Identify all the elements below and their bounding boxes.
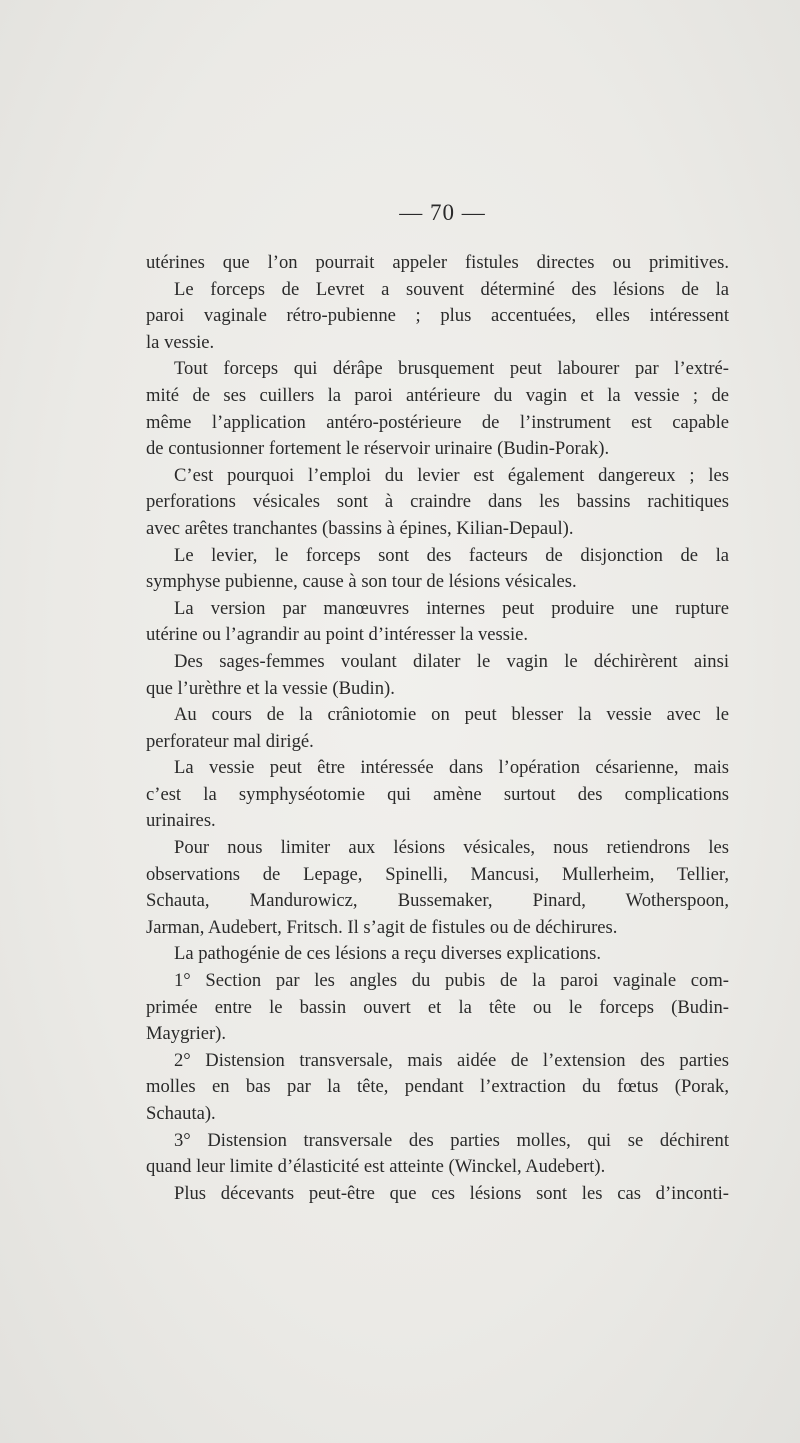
text-line: 1° Section par les angles du pubis de la paroi vaginale com- <box>174 970 729 992</box>
text-line: de contusionner fortement le réservoir urinaire (Budin-Porak). <box>146 438 610 460</box>
text-line: Le levier, le forceps sont des facteurs de disjonction de la <box>174 544 729 566</box>
text-line: Schauta). <box>146 1103 216 1124</box>
text-line: La version par manœuvres internes peut produire une rupture <box>174 597 729 619</box>
text-line: mité de ses cuillers la paroi antérieure du vagin et la vessie ; de <box>146 384 729 406</box>
text-line: Plus décevants peut-être que ces lésions sont les cas d’inconti- <box>174 1182 729 1204</box>
text-line: C’est pourquoi l’emploi du levier est également dangereux ; les <box>174 464 729 486</box>
text-line: Le forceps de Levret a souvent déterminé des lésions de la <box>174 278 729 300</box>
text-line: paroi vaginale rétro-pubienne ; plus accentuées, elles intéressent <box>146 305 729 327</box>
text-line: avec arêtes tranchantes (bassins à épines, Kilian-Depaul). <box>146 517 574 539</box>
text-line: la vessie. <box>146 331 215 353</box>
text-line: perforations vésicales sont à craindre dans les bassins rachitiques <box>146 491 729 513</box>
text-line: Tout forceps qui dérâpe brusquement peut labourer par l’extré- <box>174 358 729 380</box>
text-line: molles en bas par la tête, pendant l’extraction du fœtus (Porak, <box>146 1076 729 1098</box>
text-line: Pour nous limiter aux lésions vésicales, nous retiendrons les <box>174 837 729 859</box>
text-line: utérines que l’on pourrait appeler fistules directes ou primitives. <box>146 252 729 273</box>
text-line: symphyse pubienne, cause à son tour de lésions vésicales. <box>146 571 577 593</box>
text-line: Maygrier). <box>146 1023 227 1045</box>
text-line: primée entre le bassin ouvert et la tête ou le forceps (Budin- <box>146 996 729 1018</box>
text-line: Jarman, Audebert, Fritsch. Il s’agit de fistules ou de déchirures. <box>146 916 618 938</box>
page-number: — 70 — <box>399 200 486 225</box>
text-line: que l’urèthre et la vessie (Budin). <box>146 677 395 699</box>
text-line: 2° Distension transversale, mais aidée de l’extension des parties <box>174 1049 729 1071</box>
text-line: urinaires. <box>146 810 216 832</box>
text-line: Au cours de la crâniotomie on peut blesser la vessie avec le <box>174 704 729 726</box>
text-line: 3° Distension transversale des parties molles, qui se déchirent <box>174 1129 729 1151</box>
text-line: perforateur mal dirigé. <box>146 730 314 752</box>
text-line: Des sages-femmes voulant dilater le vagin le déchirèrent ainsi <box>174 650 729 672</box>
text-line: même l’application antéro-postérieure de l’instrument est capable <box>146 411 729 433</box>
text-line: utérine ou l’agrandir au point d’intéresser la vessie. <box>146 624 529 646</box>
text-line: La vessie peut être intéressée dans l’opération césarienne, mais <box>174 757 729 779</box>
text-line: observations de Lepage, Spinelli, Mancusi, Mullerheim, Tellier, <box>146 863 729 885</box>
text-line: Schauta, Mandurowicz, Bussemaker, Pinard, Wotherspoon, <box>146 890 729 912</box>
text-line: La pathogénie de ces lésions a reçu diverses explications. <box>174 943 601 965</box>
body-text <box>146 250 729 1207</box>
text-line: c’est la symphyséotomie qui amène surtout des complications <box>146 783 729 805</box>
text-line: quand leur limite d’élasticité est atteinte (Winckel, Audebert). <box>146 1156 606 1178</box>
